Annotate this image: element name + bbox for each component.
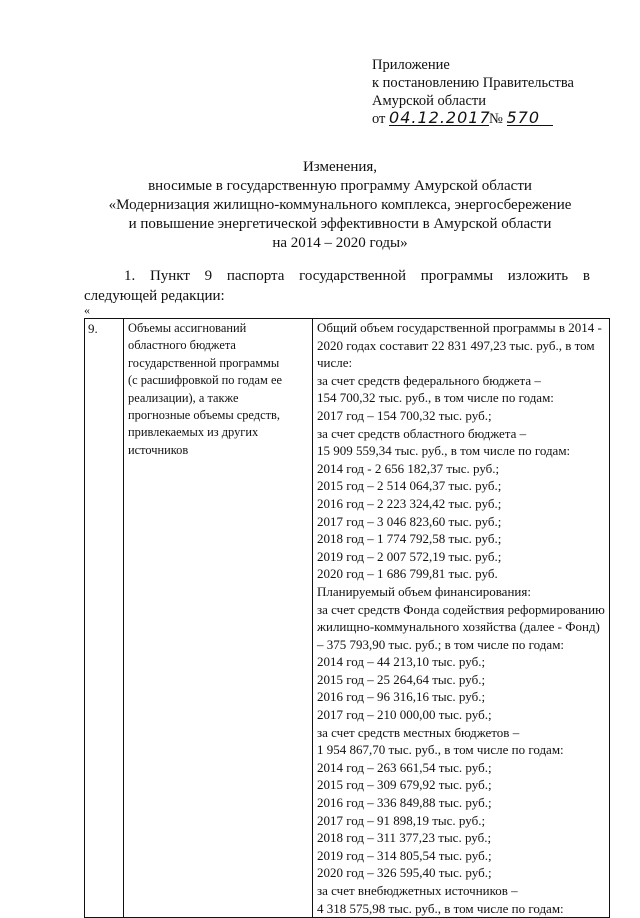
content-line: за счет средств местных бюджетов – [317, 724, 520, 740]
paragraph-word: 1. [124, 268, 136, 284]
passport-table [84, 318, 610, 918]
appendix-header [372, 56, 574, 128]
title-line: вносимые в государственную программу Амурской области [148, 178, 532, 194]
title-line: Изменения, [302, 159, 378, 175]
content-line: 2019 год – 2 007 572,19 тыс. руб.; [317, 548, 502, 564]
content-line: 2015 год – 25 264,64 тыс. руб.; [317, 671, 486, 687]
title-line: и повышение энергетической эффективности в Амурской области [128, 216, 552, 232]
paragraph-word: программы [420, 268, 494, 284]
content-line: 2016 год – 2 223 324,42 тыс. руб.; [317, 495, 502, 511]
paragraph-word: паспорта [226, 268, 285, 284]
content-line: 2020 год – 1 686 799,81 тыс. руб. [317, 566, 498, 582]
content-line: 2020 годах составит 22 831 497,23 тыс. руб., в том [317, 337, 595, 353]
title-line: на 2014 – 2020 годы» [272, 235, 408, 251]
content-line: жилищно-коммунального хозяйства (далее - Фонд) [317, 619, 600, 635]
handwritten-number: 570 [507, 110, 553, 126]
content-line: 2018 год – 1 774 792,58 тыс. руб.; [317, 531, 502, 547]
content-line: Общий объем государственной программы в 2014 - [317, 320, 602, 335]
content-line: 4 318 575,98 тыс. руб., в том числе по годам: [317, 900, 564, 916]
paragraph-word: в [582, 268, 590, 284]
content-line: 2020 год – 326 595,40 тыс. руб.; [317, 865, 492, 881]
name-line: (с расшифровкой по годам ее [128, 373, 282, 388]
content-line: 2018 год – 311 377,23 тыс. руб.; [317, 830, 492, 846]
paragraph-word: государственной [299, 268, 406, 284]
row-name-cell [124, 319, 313, 918]
content-line: 2014 год – 263 661,54 тыс. руб.; [317, 759, 492, 775]
paragraph-word: Пункт [149, 268, 190, 284]
name-line: привлекаемых из других [128, 425, 259, 440]
from-label: от [372, 111, 386, 127]
content-line: Планируемый объем финансирования: [317, 583, 531, 599]
content-line: – 375 793,90 тыс. руб.; в том числе по годам: [317, 636, 565, 652]
content-line: за счет внебюджетных источников – [317, 883, 518, 898]
opening-quote: « [84, 303, 90, 317]
name-line: областного бюджета [128, 338, 236, 353]
content-line: 2014 год - 2 656 182,37 тыс. руб.; [317, 460, 500, 476]
content-line: за счет средств областного бюджета – [317, 425, 527, 441]
content-line: 2017 год – 154 700,32 тыс. руб.; [317, 407, 492, 423]
content-line: 2015 год – 2 514 064,37 тыс. руб.; [317, 478, 502, 494]
name-line: источников [128, 442, 189, 457]
name-line: государственной программы [128, 355, 280, 370]
content-line: 2019 год – 314 805,54 тыс. руб.; [317, 847, 492, 863]
content-line: 1 954 867,70 тыс. руб., в том числе по годам: [317, 742, 564, 758]
paragraph-word: 9 [204, 268, 213, 284]
row-content-cell [313, 319, 610, 918]
content-line: 2014 год – 44 213,10 тыс. руб.; [317, 654, 486, 670]
document-title [80, 158, 600, 253]
name-line: прогнозные объемы средств, [128, 408, 280, 423]
paragraph-line-2: следующей редакции: [84, 288, 225, 304]
appendix-region: Амурской области [372, 93, 486, 109]
content-line: 2016 год – 96 316,16 тыс. руб.; [317, 689, 486, 705]
title-line: «Модернизация жилищно-коммунального комплекса, энергосбережение [108, 197, 572, 213]
name-line: реализации), а также [128, 390, 239, 405]
content-line: 15 909 559,34 тыс. руб., в том числе по годам: [317, 443, 571, 459]
content-line: 2017 год – 91 898,19 тыс. руб.; [317, 812, 486, 828]
content-line: 2017 год – 3 046 823,60 тыс. руб.; [317, 513, 502, 529]
content-line: за счет средств федерального бюджета – [317, 372, 541, 388]
row-number: 9. [85, 319, 124, 918]
number-label: № [489, 111, 503, 127]
appendix-title: Приложение [372, 57, 450, 73]
content-line: 154 700,32 тыс. руб., в том числе по годам: [317, 390, 554, 406]
name-line: Объемы ассигнований [128, 321, 247, 335]
content-line: за счет средств Фонда содействия реформированию [317, 601, 605, 617]
appendix-date-line [372, 110, 574, 128]
content-line: 2015 год – 309 679,92 тыс. руб.; [317, 777, 492, 793]
content-line: числе: [317, 355, 353, 371]
table-row [85, 319, 610, 918]
paragraph-line-1 [84, 266, 590, 286]
content-line: 2017 год – 210 000,00 тыс. руб.; [317, 707, 492, 723]
paragraph-word: изложить [507, 268, 569, 284]
appendix-decree: к постановлению Правительства [372, 75, 574, 91]
handwritten-date: 04.12.2017 [389, 108, 491, 127]
content-line: 2016 год – 336 849,88 тыс. руб.; [317, 795, 492, 811]
amendment-paragraph [84, 266, 590, 306]
